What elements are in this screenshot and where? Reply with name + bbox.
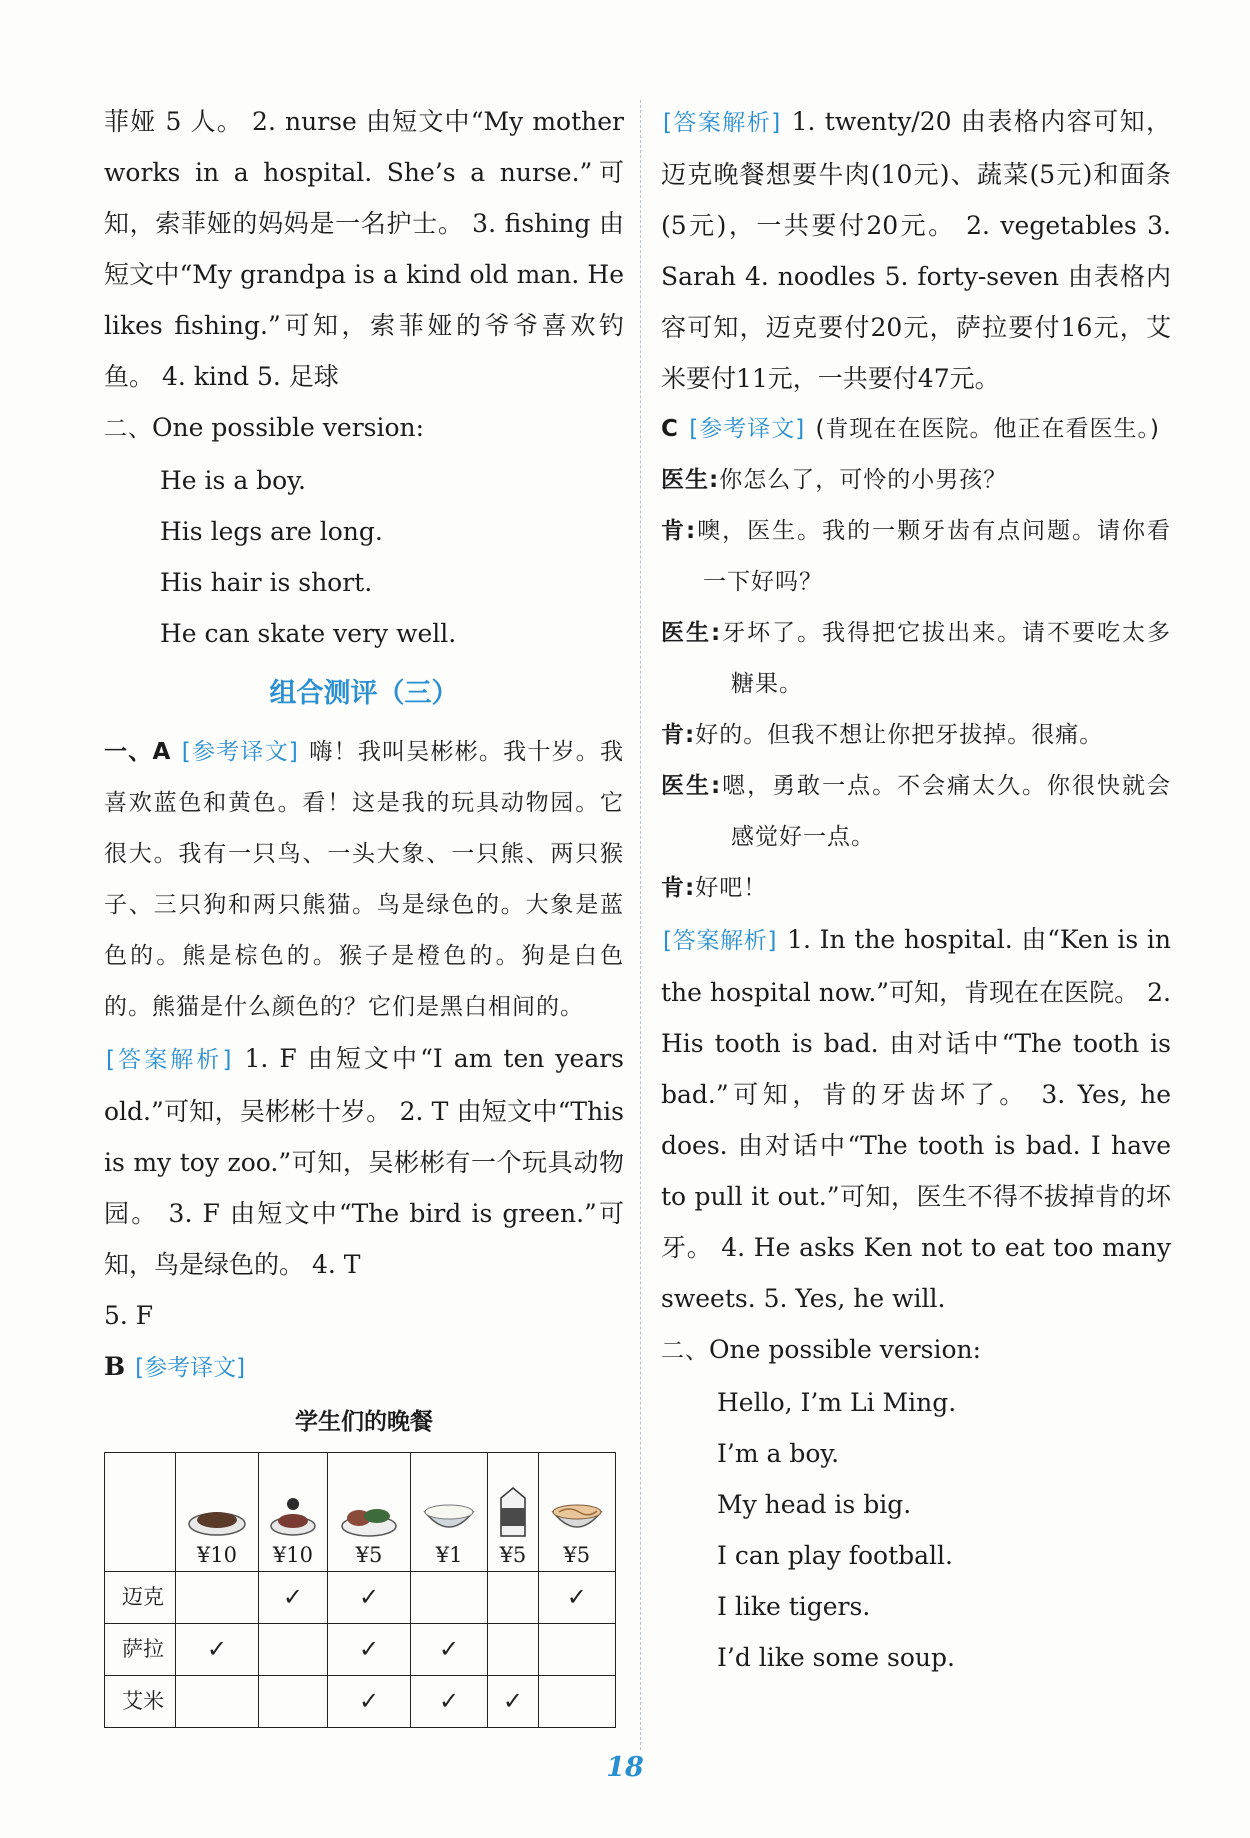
table-row [105,1676,616,1728]
dialogue-line: 医生:你怎么了，可怜的小男孩？ [661,467,1008,493]
check-cell: ✓ [176,1624,259,1676]
rice-icon [421,1494,477,1538]
check-cell: ✓ [328,1572,411,1624]
version-line: He is a boy. [160,466,306,495]
dialogue-line: 肯:好吧！ [661,875,768,901]
answer-line: 5. F [104,1301,154,1330]
check-cell [176,1572,259,1624]
page-number: 18 [606,1752,644,1783]
check-cell [258,1676,327,1728]
check-cell [176,1676,259,1728]
version-line: His legs are long. [160,517,383,546]
check-cell: ✓ [410,1676,487,1728]
table-title: 学生们的晚餐 [295,1409,433,1435]
check-cell: ✓ [488,1676,538,1728]
dialogue-line: 肯:好的。但我不想让你把牙拔掉。很痛。 [661,722,1104,748]
dialogue-line: 医生:嗯，勇敢一点。不会痛太久。你很快就会感觉好一点。 [661,773,1172,850]
answer-analysis-a: [ 答案解析 ] 1. F 由短文中“I am ten years old.”可知，吴彬彬十岁。 2. T 由短文中“This is my toy zoo.”可知，吴彬彬有一个玩具动物园。 3. F 由短文中“The bird is green.”可知，鸟是绿色的。 4. T [104,1033,624,1290]
column-divider [640,100,641,1750]
check-cell: ✓ [410,1624,487,1676]
price-label: ¥1 [435,1543,463,1567]
price-label: ¥5 [563,1543,591,1567]
writing-heading: 二、One possible version: [661,1335,982,1364]
version-line: I’d like some soup. [717,1643,955,1672]
answer-analysis-tag: [ 答案解析 ] [661,110,782,136]
price-label: ¥10 [196,1543,237,1567]
dialogue-line: 肯:噢，医生。我的一颗牙齿有点问题。请你看一下好吗？ [661,518,1172,595]
part-b-heading: B [ 参考译文 ] [104,1341,624,1394]
table-header-row [105,1453,616,1572]
check-cell: ✓ [328,1676,411,1728]
price-label: ¥5 [499,1543,527,1567]
version-line: I can play football. [717,1541,953,1570]
translation-text: 嗨！我叫吴彬彬。我十岁。我喜欢蓝色和黄色。看！这是我的玩具动物园。它很大。我有一只鸟、一头大象、一只熊、两只猴子、三只狗和两只熊猫。鸟是绿色的。大象是蓝色的。熊是棕色的。猴子是橙色的。狗是白色的。熊猫是什么颜色的？它们是黑白相间的。 [104,739,624,1020]
price-label: ¥5 [355,1543,383,1567]
price-label: ¥10 [272,1543,313,1567]
left-column [104,96,624,1728]
check-cell [538,1624,615,1676]
part-c-heading: C [ 参考译文 ] (肯现在在医院。他正在看医生。) [661,404,1171,455]
check-cell: ✓ [538,1572,615,1624]
check-cell [258,1624,327,1676]
dinner-table [104,1452,616,1728]
version-line: I like tigers. [717,1592,871,1621]
check-cell: ✓ [328,1624,411,1676]
reference-translation-tag: [ 参考译文 ] [133,1355,247,1381]
reference-translation-tag: [ 参考译文 ] [687,416,807,442]
reference-translation-tag: [ 参考译文 ] [180,739,301,765]
meat-icon [268,1492,318,1538]
beef-icon [187,1498,247,1538]
translation-a [104,727,624,1033]
student-name: 萨拉 [105,1624,176,1676]
part-label: 一、A [104,739,172,765]
student-name: 迈克 [105,1572,176,1624]
version-line: My head is big. [717,1490,912,1519]
version-line: He can skate very well. [160,619,457,648]
version-line: I’m a boy. [717,1439,840,1468]
section-title: 组合测评（三） [269,678,459,709]
noodles-icon [549,1496,605,1538]
writing-heading: 二、One possible version: [104,413,425,442]
answer-analysis-tag: [ 答案解析 ] [104,1047,233,1073]
right-column [661,96,1171,1683]
version-line: Hello, I’m Li Ming. [717,1388,957,1417]
student-name: 艾米 [105,1676,176,1728]
dialogue-line: 医生:牙坏了。我得把它拔出来。请不要吃太多糖果。 [661,620,1172,697]
version-line: His hair is short. [160,568,373,597]
answer-paragraph: 菲娅 5 人。 2. nurse 由短文中“My mother works in a hospital. She’s a nurse.”可知，索菲娅的妈妈是一名护士。 3. fishing 由短文中“My grandpa is a kind old man. He likes fishing.”可知，索菲娅的爷爷喜欢钓鱼。 4. kind 5. 足球 [104,107,624,391]
check-cell [488,1572,538,1624]
check-cell: ✓ [258,1572,327,1624]
check-cell [538,1676,615,1728]
vegetables-icon [339,1496,399,1538]
table-row [105,1624,616,1676]
table-row [105,1572,616,1624]
milk-icon [495,1484,531,1538]
answer-analysis-b: [ 答案解析 ] 1. twenty/20 由表格内容可知，迈克晚餐想要牛肉(10元)、蔬菜(5元)和面条(5元)，一共要付20元。 2. vegetables 3. Sarah 4. noodles 5. forty-seven 由表格内容可知，迈克要付20元，萨拉要付16元，艾米要付11元，一共要付47元。 [661,96,1171,404]
check-cell [410,1572,487,1624]
answer-analysis-c: [ 答案解析 ] 1. In the hospital. 由“Ken is in the hospital now.”可知，肯现在在医院。 2. His tooth is bad. 由对话中“The tooth is bad.”可知，肯的牙齿坏了。 3. Yes, he does. 由对话中“The tooth is bad. I have to pull it out.”可知，医生不得不拔掉肯的坏牙。 4. He asks Ken not to eat too many sweets. 5. Yes, he will. [661,914,1171,1324]
check-cell [488,1624,538,1676]
answer-analysis-tag: [ 答案解析 ] [661,928,778,954]
